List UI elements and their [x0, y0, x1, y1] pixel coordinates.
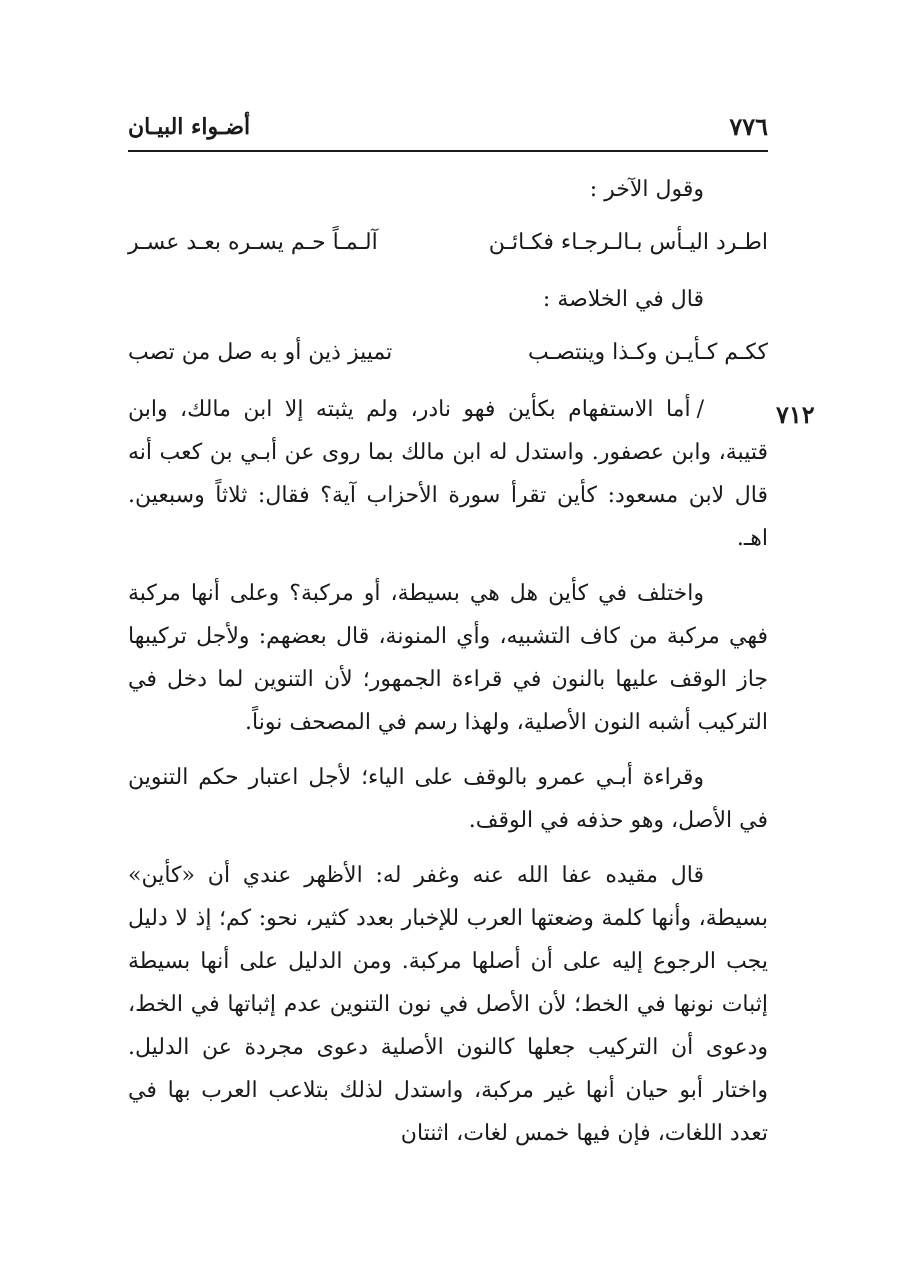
- paragraph-4: قال مقيده عفا الله عنه وغفر له: الأظهر عندي أن «كأين» بسيطة، وأنها كلمة وضعتها العرب للإخبار بعدد كثير، نحو: كم؛ إذ لا دليل يجب الرجوع إليه على أن أصلها مركبة. ومن الدليل على أنها بسيطة إثبات نونها في الخط؛ لأن الأصل في نون التنوين عدم إثباتها في الخط، ودعوى أن التركيب جعلها كالنون الأصلية دعوى مجردة عن الدليل. واختار أبو حيان أنها غير مركبة، واستدل لذلك بتلاعب العرب بها في تعدد اللغات، فإن فيها خمس لغات، اثنتان: [128, 863, 768, 1146]
- khulasa-label: قال في الخلاصة :: [542, 287, 704, 312]
- page-break-slash: /: [696, 397, 704, 422]
- page-body: [128, 168, 768, 1167]
- paragraph-1: [128, 388, 768, 560]
- verse-2-second-hemistich: تمييز ذين أو به صل من تصب: [128, 340, 393, 365]
- paragraph-1-text: أما الاستفهام بكأين فهو نادر، ولم يثبته إلا ابن مالك، وابن قتيبة، وابن عصفور. واستدل له ابن مالك بما روى عن أبـي بن كعب أنه قال لابن مسعود: كأين تقرأ سورة الأحزاب آية؟ فقال: ثلاثاً وسبعين. اهـ.: [128, 397, 768, 551]
- running-title: أضـواء البيـان: [128, 114, 251, 140]
- verse-1-first-hemistich: اطـرد اليـأس بـالـرجـاء فكـائـن: [488, 230, 768, 255]
- page-number: ٧٧٦: [729, 112, 768, 141]
- page-header: [128, 108, 768, 152]
- verse-line-1: [128, 221, 768, 264]
- margin-marker: ٧١٢: [776, 400, 815, 429]
- verse-1-second-hemistich: آلـمـاً حـم يسـره بعـد عسـر: [128, 230, 378, 255]
- intro-label: وقول الآخر :: [589, 177, 704, 202]
- verse-2-first-hemistich: ككـم كـأيـن وكـذا وينتصـب: [528, 340, 768, 365]
- header-rule: [128, 150, 768, 152]
- paragraph-3: وقراءة أبـي عمرو بالوقف على الياء؛ لأجل اعتبار حكم التنوين في الأصل، وهو حذفه في الوقف.: [128, 765, 768, 833]
- verse-line-2: [128, 331, 768, 374]
- paragraph-2: واختلف في كأين هل هي بسيطة، أو مركبة؟ وعلى أنها مركبة فهي مركبة من كاف التشبيه، وأي المنونة، قال بعضهم: ولأجل تركيبها جاز الوقف عليها بالنون في قراءة الجمهور؛ لأن التنوين لما دخل في التركيب أشبه النون الأصلية، ولهذا رسم في المصحف نوناً.: [128, 581, 768, 735]
